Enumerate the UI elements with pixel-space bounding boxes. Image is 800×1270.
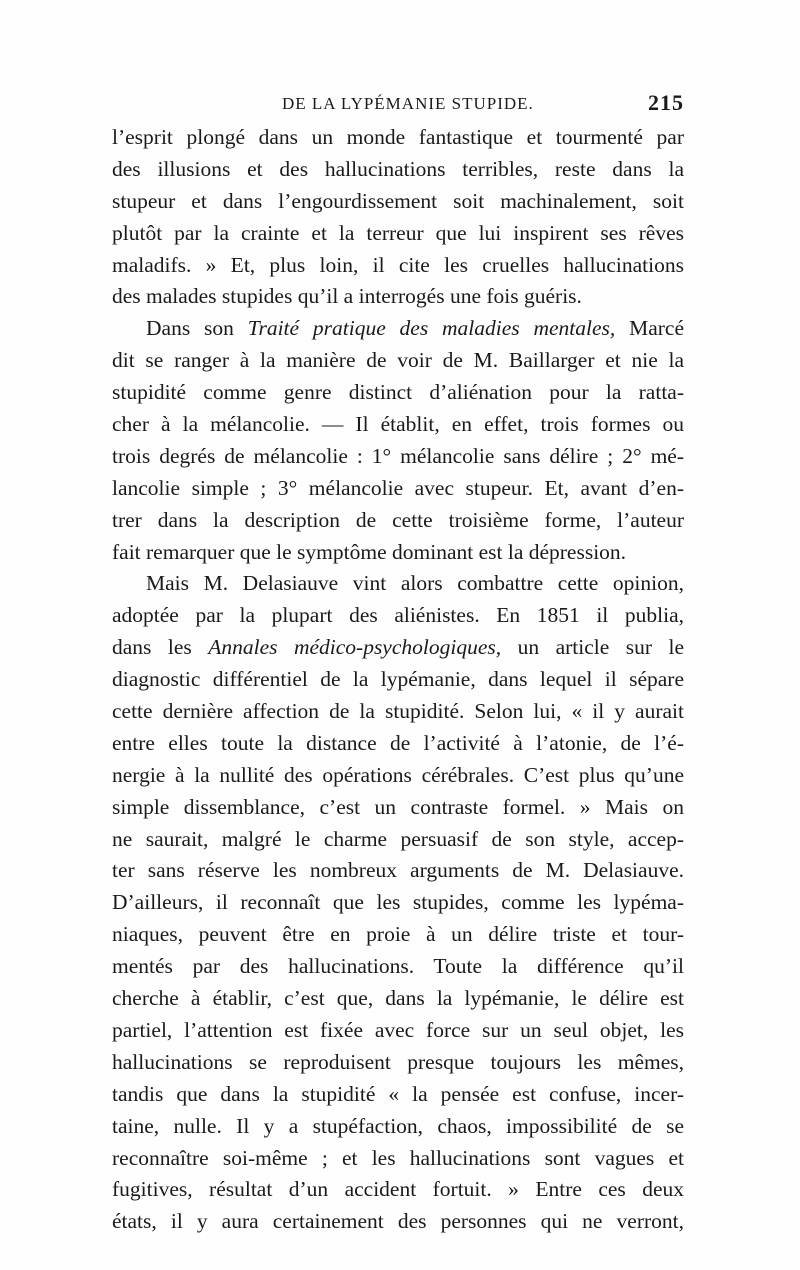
text-line: fait remarquer que le symptôme dominant est la dépression. [112,539,627,564]
text-line: entre elles toute la distance de l’activité à l’atonie, de l’é- [112,730,684,755]
text-line: dans les Annales médico-psychologiques, un article sur le [112,635,684,660]
text-line: niaques, peuvent être en proie à un délire triste et tour- [112,922,684,947]
text-line: plutôt par la crainte et la terreur que lui inspirent ses rêves [112,220,684,245]
text-line: hallucinations se reproduisent presque toujours les mêmes, [112,1049,684,1074]
text-line: D’ailleurs, il reconnaît que les stupides, comme les lypéma- [112,890,684,915]
text-line: lancolie simple ; 3° mélancolie avec stupeur. Et, avant d’en- [112,475,684,500]
text-line: diagnostic différentiel de la lypémanie, dans lequel il sépare [112,667,684,692]
text-line: Dans son Traité pratique des maladies mentales, Marcé [146,316,685,341]
text-line: nergie à la nullité des opérations cérébrales. C’est plus qu’une [112,762,684,787]
text-line: stupidité comme genre distinct d’aliénation pour la ratta- [112,380,684,405]
text-line: dit se ranger à la manière de voir de M. Baillarger et nie la [112,348,684,373]
text-line: trer dans la description de cette troisième forme, l’auteur [112,507,684,532]
running-head [112,90,684,118]
running-title: DE LA LYPÉMANIE STUPIDE. [282,94,534,113]
text-line: mentés par des hallucinations. Toute la différence qu’il [112,954,684,979]
body-text [112,122,684,1238]
text-line: adoptée par la plupart des aliénistes. En 1851 il publia, [112,603,684,628]
page-number: 215 [648,90,684,115]
italic-title: Traité pratique des maladies mentales, [247,316,616,341]
text-line: états, il y aura certainement des personnes qui ne verront, [112,1209,684,1234]
text-line: maladifs. » Et, plus loin, il cite les cruelles hallucinations [112,252,684,277]
italic-title: Annales médico-psychologiques, [208,635,502,660]
text-line: l’esprit plongé dans un monde fantastique et tourmenté par [112,125,684,149]
text-line: fugitives, résultat d’un accident fortuit. » Entre ces deux [112,1177,684,1202]
text-line: taine, nulle. Il y a stupéfaction, chaos, impossibilité de se [112,1113,684,1138]
text-line: cher à la mélancolie. — Il établit, en effet, trois formes ou [112,412,684,437]
text-line: reconnaître soi-même ; et les hallucinations sont vagues et [112,1145,684,1170]
text-line: simple dissemblance, c’est un contraste formel. » Mais on [112,794,684,819]
text-line: des illusions et des hallucinations terribles, reste dans la [112,156,684,181]
text-line: ter sans réserve les nombreux arguments de M. Delasiauve. [112,858,684,883]
text-line: stupeur et dans l’engourdissement soit machinalement, soit [112,188,684,213]
text-line: des malades stupides qu’il a interrogés une fois guéris. [112,284,582,309]
text-line: tandis que dans la stupidité « la pensée est confuse, incer- [112,1081,684,1106]
text-line: partiel, l’attention est fixée avec force sur un seul objet, les [112,1017,684,1042]
text-line: ne saurait, malgré le charme persuasif de son style, accep- [112,826,684,851]
text-line: cette dernière affection de la stupidité. Selon lui, « il y aurait [112,699,684,724]
text-line: Mais M. Delasiauve vint alors combattre cette opinion, [146,571,684,596]
text-line: trois degrés de mélancolie : 1° mélancolie sans délire ; 2° mé- [112,443,684,468]
text-line: cherche à établir, c’est que, dans la lypémanie, le délire est [112,986,684,1011]
